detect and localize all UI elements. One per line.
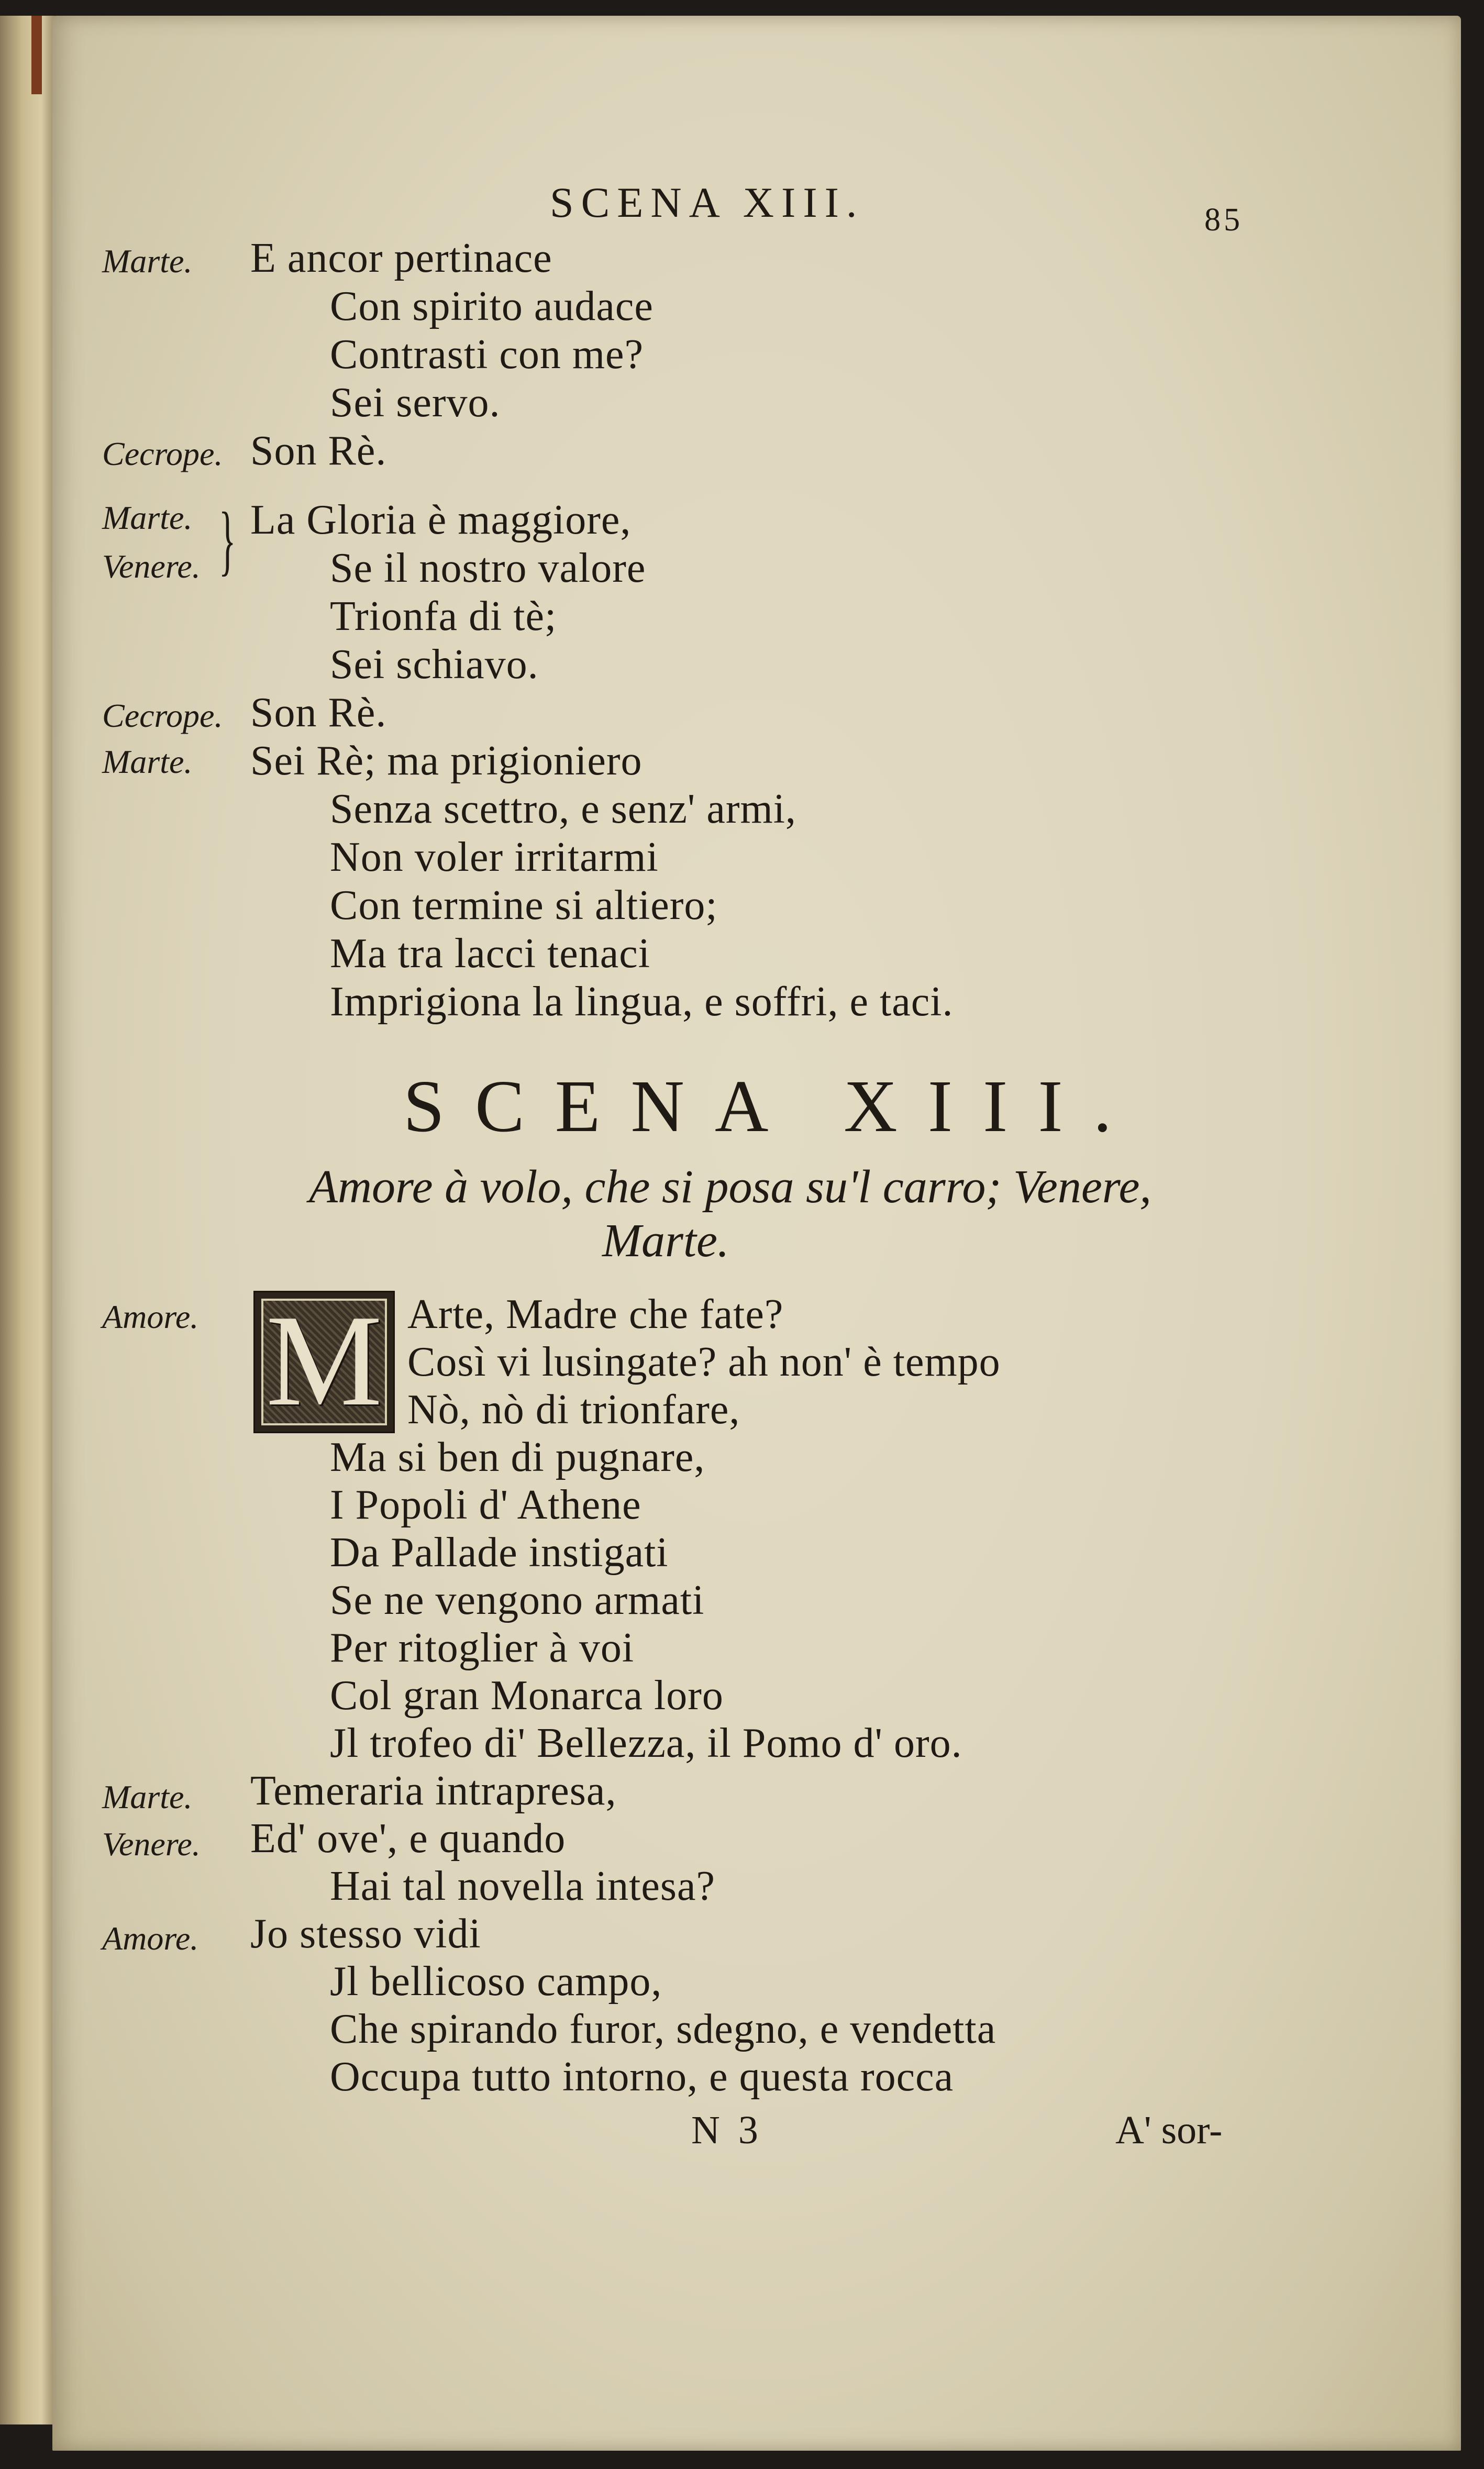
scene-heading: SCENA XIII. [403, 1065, 1143, 1147]
verse-line: Nò, nò di trionfare, [407, 1387, 740, 1433]
verse-line: Hai tal novella intesa? [330, 1863, 716, 1909]
stage-direction: Marte. [602, 1215, 729, 1267]
verse-line: Son Rè. [250, 428, 387, 474]
speaker-label: Marte. [102, 499, 193, 536]
verse-line: I Popoli d' Athene [330, 1482, 641, 1528]
verse-line: E ancor pertinace [250, 235, 552, 281]
verse-line: Ma tra lacci tenaci [330, 931, 650, 977]
verse-line: La Gloria è maggiore, [250, 497, 632, 543]
speaker-label: Amore. [102, 1298, 199, 1335]
initial-letter: M [265, 1288, 383, 1433]
verse-line: Non voler irritarmi [330, 834, 659, 880]
verse-line: Trionfa di tè; [330, 593, 557, 639]
verse-line: Imprigiona la lingua, e soffri, e taci. [330, 979, 954, 1025]
verse-line: Sei servo. [330, 380, 501, 426]
page-tab [31, 16, 42, 94]
verse-line: Occupa tutto intorno, e questa rocca [330, 2054, 954, 2100]
verse-line: Jo stesso vidi [250, 1911, 481, 1957]
verse-line: Senza scettro, e senz' armi, [330, 786, 796, 832]
verse-line: Sei schiavo. [330, 641, 539, 688]
page-number: 85 [1204, 202, 1243, 238]
verse-line: Ed' ove', e quando [250, 1815, 566, 1862]
speaker-label: Marte. [102, 1778, 193, 1815]
speaker-label: Venere. [102, 548, 201, 585]
stage-direction: Amore à volo, che si posa su'l carro; Venere, [309, 1161, 1151, 1213]
verse-line: Contrasti con me? [330, 331, 644, 378]
speaker-label: Amore. [102, 1920, 199, 1957]
verse-line: Se il nostro valore [330, 545, 646, 591]
verse-line: Son Rè. [250, 690, 387, 736]
catchword: A' sor- [1115, 2108, 1223, 2152]
verse-line: Ma si ben di pugnare, [330, 1434, 705, 1480]
verse-line: Jl bellicoso campo, [330, 1958, 662, 2005]
verse-line: Da Pallade instigati [330, 1530, 669, 1576]
verse-line: Sei Rè; ma prigioniero [250, 738, 643, 784]
running-head: SCENA XIII. [550, 179, 865, 226]
verse-line: Col gran Monarca loro [330, 1673, 724, 1719]
speaker-brace: } [219, 496, 236, 583]
speaker-label: Venere. [102, 1825, 201, 1863]
speaker-label: Marte. [102, 743, 193, 780]
verse-line: Con spirito audace [330, 283, 654, 329]
speaker-label: Cecrope. [102, 697, 223, 734]
signature-mark: N 3 [691, 2108, 762, 2152]
verse-line: Che spirando furor, sdegno, e vendetta [330, 2006, 996, 2052]
speaker-label: Cecrope. [102, 435, 223, 472]
decorated-initial [253, 1288, 395, 1433]
verse-line: Per ritoglier à voi [330, 1625, 635, 1671]
verse-line: Così vi lusingate? ah non' è tempo [407, 1339, 1001, 1385]
verse-line: Se ne vengono armati [330, 1577, 705, 1623]
speaker-label: Marte. [102, 242, 193, 280]
verse-line: Jl trofeo di' Bellezza, il Pomo d' oro. [330, 1720, 962, 1766]
verse-line: Con termine si altiero; [330, 882, 718, 928]
left-page-edge [0, 16, 57, 2424]
verse-line: Arte, Madre che fate? [407, 1291, 784, 1337]
verse-line: Temeraria intrapresa, [250, 1768, 617, 1814]
